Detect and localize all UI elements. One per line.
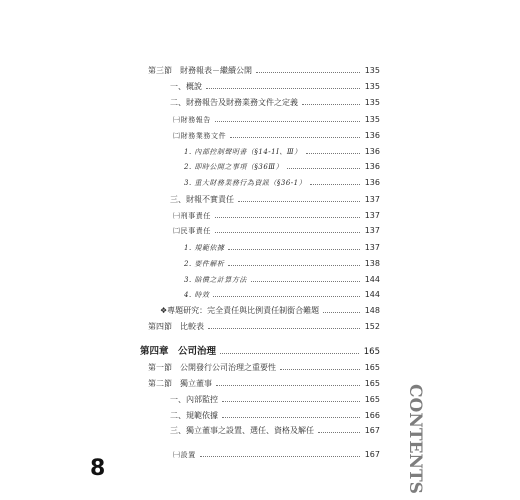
leader-dots (323, 311, 360, 313)
toc-entry-label: 第三節 財務報表－繼續公開 (148, 66, 252, 75)
leader-dots (216, 384, 360, 386)
contents-label-text: CONTENTS (405, 384, 425, 494)
leader-dots (215, 120, 360, 122)
leader-dots (238, 200, 360, 202)
toc-entry-label: 4. 時效 (184, 291, 210, 299)
leader-dots (228, 248, 359, 250)
toc-entry-label: 第四節 比較表 (148, 322, 204, 331)
toc-entry-page: 137 (364, 195, 380, 204)
toc-entry-page: 135 (364, 82, 380, 91)
leader-dots (310, 183, 360, 185)
toc-entry-label: 第二節 獨立董事 (148, 379, 212, 388)
leader-dots (287, 167, 360, 169)
toc-entry (170, 191, 380, 205)
toc-entry (148, 318, 380, 332)
toc-entry-label: ㈡民事責任 (173, 227, 211, 235)
toc-entry (184, 239, 380, 253)
toc-entry (173, 111, 380, 125)
toc-entry-page: 144 (364, 290, 380, 299)
toc-entry-page: 165 (364, 363, 380, 372)
toc-entry-page: 167 (364, 450, 380, 459)
toc-entry-label: 一、內部監控 (170, 395, 218, 404)
toc-entry (184, 286, 380, 300)
toc-entry-label: 1. 規範依據 (184, 244, 225, 252)
toc-entry-page: 167 (364, 426, 380, 435)
toc-entry-label: 第一節 公開發行公司治理之重要性 (148, 363, 276, 372)
toc-entry-label: 三、獨立董事之設置、選任、資格及解任 (170, 426, 314, 435)
toc-entry-page: 137 (364, 211, 380, 220)
leader-dots (230, 136, 360, 138)
toc-entry-page: 136 (364, 162, 380, 171)
toc-entry-label: ❖專題研究：完全責任與比例責任制銜合難題 (160, 306, 320, 315)
toc-entry-page: 165 (364, 379, 380, 388)
leader-dots (215, 231, 360, 233)
toc-entry-label: 二、規範依據 (170, 411, 218, 420)
leader-dots (215, 216, 360, 218)
toc-entry (148, 375, 380, 389)
toc-entry-page: 165 (364, 395, 380, 404)
toc-entry (173, 446, 380, 460)
toc-entry-page: 137 (364, 226, 380, 235)
toc-chapter-label: 第四章 公司治理 (140, 346, 217, 357)
toc-entry-label: 3. 賠償之計算方法 (184, 276, 247, 284)
toc-entry (184, 255, 380, 269)
toc-entry-label: 一、概說 (170, 82, 202, 91)
toc-entry-label: 二、財務報告及財務業務文件之定義 (170, 98, 298, 107)
leader-dots (318, 431, 360, 433)
toc-entry-page: 136 (364, 131, 380, 140)
leader-dots (220, 352, 359, 354)
toc-entry (184, 158, 380, 172)
toc-entry-label: ㈠刑事責任 (173, 212, 211, 220)
contents-side-label (403, 384, 425, 494)
toc-entry-label: ㈠財務報告 (173, 116, 211, 124)
toc-entry (170, 391, 380, 405)
toc-entry-page: 148 (364, 306, 380, 315)
leader-dots (228, 264, 359, 266)
toc-entry-label: 3. 重大財務業務行為資訊（§36-1） (184, 179, 307, 187)
toc-entry-label: 三、財報不實責任 (170, 195, 234, 204)
toc-entry (173, 127, 380, 141)
toc-entry (148, 62, 380, 76)
toc-entry-label: 2. 要件解析 (184, 260, 225, 268)
leader-dots (208, 327, 360, 329)
toc-entry (173, 207, 380, 221)
leader-dots (206, 87, 360, 89)
toc-entry-page: 135 (364, 66, 380, 75)
toc-entry (148, 359, 380, 373)
toc-chapter (140, 341, 380, 357)
toc-entry-page: 135 (364, 115, 380, 124)
leader-dots (251, 280, 360, 282)
toc-entry (170, 407, 380, 421)
toc-entry (160, 302, 380, 316)
toc-entry (184, 143, 380, 157)
toc-entry-label: ㈠設置 (173, 451, 196, 459)
toc-entry-page: 166 (364, 411, 380, 420)
toc-entry-page: 136 (364, 147, 380, 156)
leader-dots (222, 416, 360, 418)
toc-entry-label: 2. 即時公開之事項（§36Ⅲ） (184, 163, 284, 171)
toc-entry-page: 138 (364, 259, 380, 268)
toc-entry-page: 135 (364, 98, 380, 107)
toc-entry-page: 144 (364, 275, 380, 284)
toc-entry (170, 422, 380, 436)
leader-dots (302, 103, 360, 105)
toc-entry (170, 78, 380, 92)
leader-dots (306, 152, 360, 154)
toc-entry (184, 174, 380, 188)
toc-entry-label: 1. 內部控制聲明書（§14-1Ⅰ、Ⅲ） (184, 148, 302, 156)
toc-entry-page: 137 (364, 243, 380, 252)
toc-entry-page: 165 (363, 347, 380, 357)
toc-entry (170, 94, 380, 108)
leader-dots (222, 400, 360, 402)
leader-dots (280, 368, 360, 370)
toc-entry (173, 222, 380, 236)
toc-entry-page: 136 (364, 178, 380, 187)
leader-dots (213, 295, 359, 297)
toc-entry (184, 271, 380, 285)
toc-entry-label: ㈡財務業務文件 (173, 132, 227, 140)
toc-entry-page: 152 (364, 322, 380, 331)
leader-dots (200, 455, 360, 457)
leader-dots (256, 71, 360, 73)
page-number: 8 (90, 456, 106, 481)
